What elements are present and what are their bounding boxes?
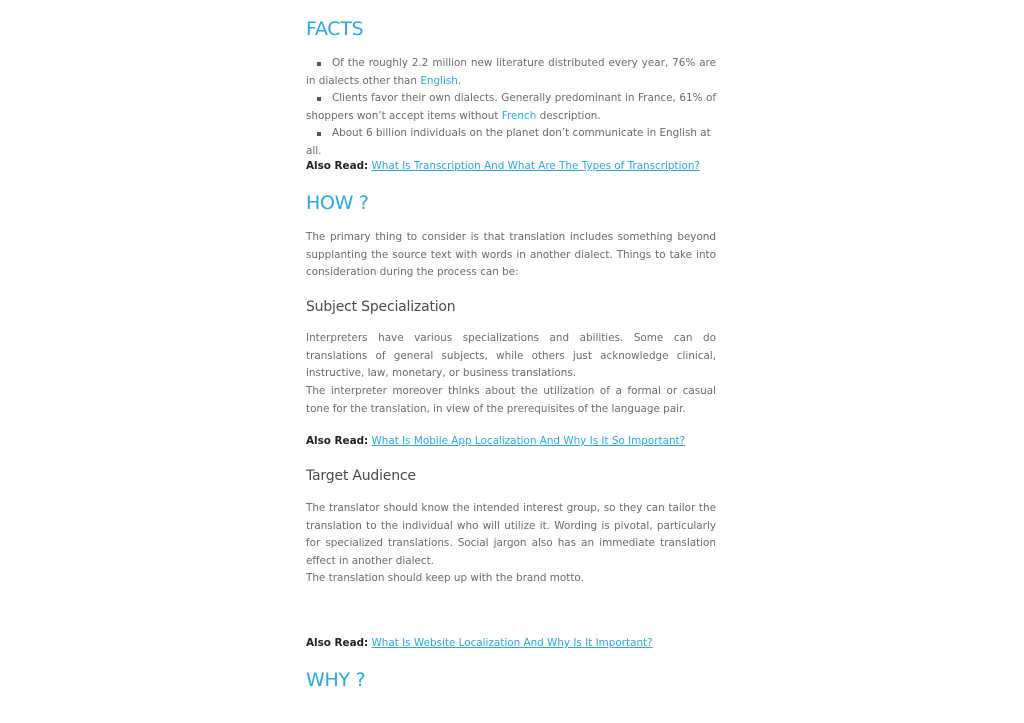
target-para-2: The translation should keep up with the brand motto. <box>306 572 584 584</box>
also-read-label: Also Read: <box>306 160 369 172</box>
fact-text: About 6 billion individuals on the planet don’t communicate in English at all. <box>306 127 711 157</box>
fact-text-end: . <box>457 74 462 87</box>
facts-list <box>306 55 716 160</box>
list-item <box>306 125 716 160</box>
fact-text: Clients favor their own dialects. Generally predominant in France, 61% of shoppers won’t accept items without <box>306 92 716 122</box>
why-heading: WHY ? <box>306 669 366 691</box>
french-link[interactable]: French <box>501 109 537 122</box>
fact-text: Of the roughly 2.2 million new literature distributed every year, 76% are in dialects other than <box>306 57 716 87</box>
also-read-label: Also Read: <box>306 435 369 447</box>
also-read-link[interactable]: What Is Website Localization And Why Is It Important? <box>371 637 653 649</box>
facts-heading: FACTS <box>306 18 364 40</box>
list-item <box>306 90 716 125</box>
also-read-label: Also Read: <box>306 637 369 649</box>
target-audience-heading: Target Audience <box>306 468 416 484</box>
english-link[interactable]: English <box>420 74 458 87</box>
list-item <box>306 55 716 90</box>
bullet-icon <box>317 97 321 101</box>
fact-text-end: description. <box>536 109 601 122</box>
also-read-transcription <box>306 158 700 174</box>
subject-specialization-heading: Subject Specialization <box>306 299 456 315</box>
also-read-mobile-app <box>306 433 685 449</box>
also-read-link[interactable]: What Is Transcription And What Are The Types of Transcription? <box>371 160 700 172</box>
subject-para-2: The interpreter moreover thinks about the utilization of a formal or casual tone for the translation, in view of the prerequisites of the language pair. <box>306 385 716 415</box>
how-heading: HOW ? <box>306 192 369 214</box>
how-intro: The primary thing to consider is that translation includes something beyond supplanting the source text with words in another dialect. Things to take into consideration during the process can be: <box>306 231 716 278</box>
bullet-icon <box>317 132 321 136</box>
bullet-icon <box>317 62 321 66</box>
also-read-website <box>306 635 653 651</box>
subject-para-1: Interpreters have various specializations and abilities. Some can do translations of general subjects, while others just acknowledge clinical, instructive, law, monetary, or business translations. <box>306 332 716 379</box>
target-para-1: The translator should know the intended interest group, so they can tailor the translation to the individual who will utilize it. Wording is pivotal, particularly for specialized translations. Social jargon also has an immediate translation effect in another dialect. <box>306 502 716 567</box>
also-read-link[interactable]: What Is Mobile App Localization And Why Is It So Important? <box>371 435 686 447</box>
